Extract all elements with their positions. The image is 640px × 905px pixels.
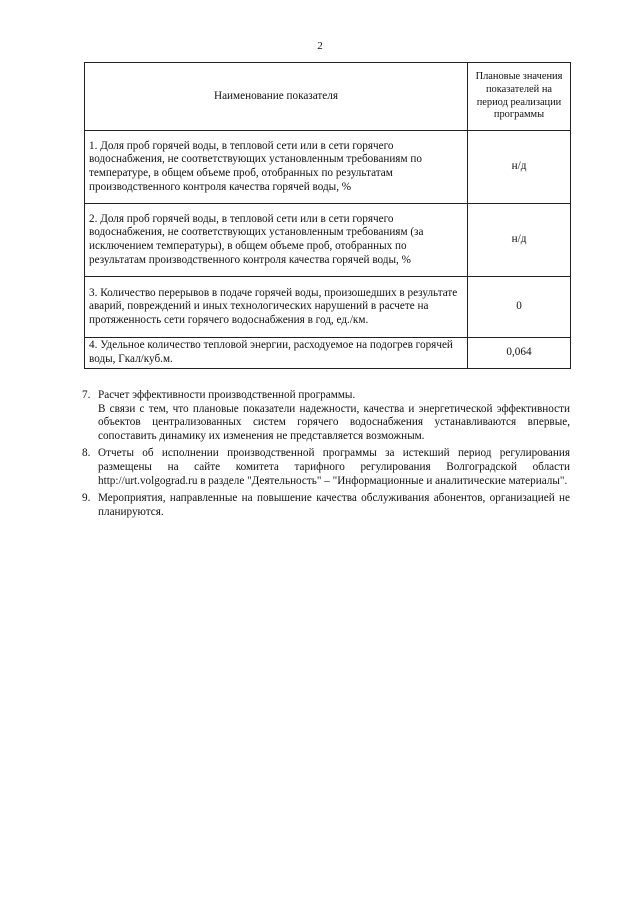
item-number: 7.	[82, 389, 91, 401]
indicator-name-cell: 2. Доля проб горячей воды, в тепловой сети или в сети горячего водоснабжения, не соответствующих установленным требованиям (за исключением температуры), в общем объеме проб, отобранных по результатам производственного контроля качества горячей воды, %	[85, 204, 468, 277]
indicator-name-cell: 3. Количество перерывов в подаче горячей воды, произошедших в результате аварий, повреждений и иных технологических нарушений в расчете на протяженность сети горячего водоснабжения в год, ед./км.	[85, 277, 468, 338]
table-header-row	[85, 63, 571, 131]
indicator-value-cell: 0	[468, 277, 571, 338]
indicator-value-cell: н/д	[468, 131, 571, 204]
item-title: Расчет эффективности производственной программы.	[98, 389, 356, 401]
header-indicator-name: Наименование показателя	[85, 63, 468, 131]
item-number: 9.	[82, 492, 91, 505]
list-item	[84, 492, 570, 519]
indicators-table	[84, 62, 571, 369]
table-row	[85, 131, 571, 204]
item-text: Мероприятия, направленные на повышение качества обслуживания абонентов, организацией не планируются.	[98, 492, 570, 518]
item-text: Отчеты об исполнении производственной программы за истекший период регулирования размещены на сайте комитета тарифного регулирования Волгоградской области http://urt.volgograd.ru в разделе "Деятельность" – "Информационные и аналитические материалы".	[98, 447, 570, 487]
page-number: 2	[317, 40, 323, 52]
numbered-list	[84, 389, 570, 521]
item-text: В связи с тем, что плановые показатели надежности, качества и энергетической эффективности объектов централизованных систем горячего водоснабжения устанавливаются впервые, сопоставить динамику их изменения не представляется возможным.	[98, 402, 570, 442]
table-row	[85, 277, 571, 338]
indicator-value-cell: 0,064	[468, 338, 571, 369]
table-row	[85, 204, 571, 277]
list-item	[84, 447, 570, 488]
indicator-name-cell: 1. Доля проб горячей воды, в тепловой сети или в сети горячего водоснабжения, не соответствующих установленным требованиям по температуре, в общем объеме проб, отобранных по результатам производственного контроля качества горячей воды, %	[85, 131, 468, 204]
table-row	[85, 338, 571, 369]
item-number: 8.	[82, 447, 91, 460]
indicator-name-cell: 4. Удельное количество тепловой энергии, расходуемое на подогрев горячей воды, Гкал/куб.м.	[85, 338, 468, 369]
indicator-value-cell: н/д	[468, 204, 571, 277]
header-planned-values: Плановые значения показателей на период реализации программы	[468, 63, 571, 131]
list-item	[84, 389, 570, 443]
